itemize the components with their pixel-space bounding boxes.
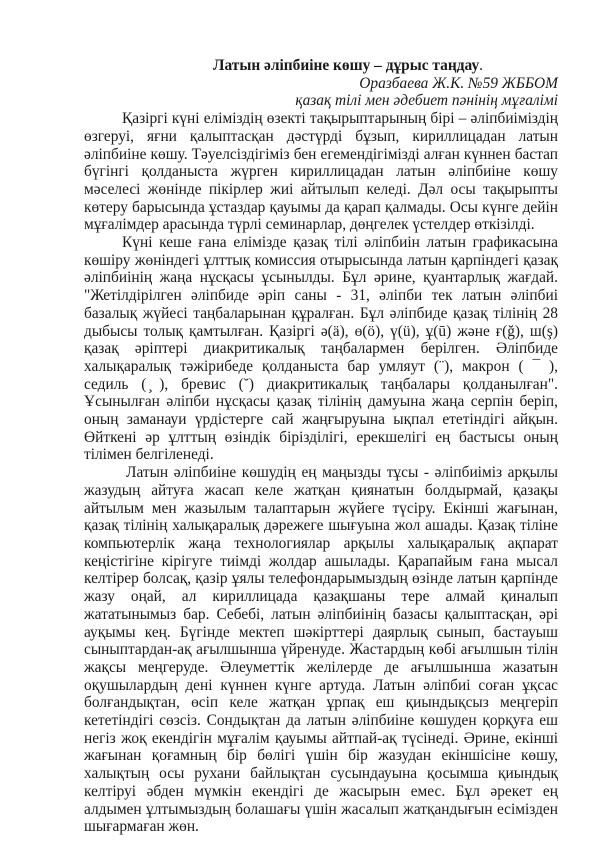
- document-title: [84, 57, 558, 75]
- author-line: Оразбаева Ж.К. №59 ЖББОМ: [359, 74, 558, 92]
- document-page: [84, 57, 558, 836]
- paragraph-3: Латын әліпбиіне көшудің ең маңызды тұсы - әліпбиіміз арқылы жазудың айтуға жасап келе жатқан қиянатын болдырмай, қазақы айтылым мен жазылым талаптарын жүйеге түсіру. Екінші жағынан, қазақ тілінің халықаралық дәрежеге шығуына жол ашады. Қазақ тіліне компьютерлік жаңа технологиялар арқылы халықаралық ақпарат кеңістігіне кірігуге тиімді жолдар ашылады. Қарапайым ғана мысал келтірер болсақ, қазір ұялы телефондарымыздың өзінде латын қарпінде жазу оңай, ал кириллицада қазақшаны тере алмай қиналып жататынымыз бар. Себебі, латын әліпбиінің базасы қалыптасқан, әрі ауқымы кең. Бүгінде мектеп шәкірттері даярлық сынып, бастауыш сыныптардан-ақ ағылшынша үйренуде. Жастардың көбі ағылшын тілін жақсы меңгеруде. Әлеуметтік желілерде де ағылшынша жазатын оқушылардың дені күннен күнге артуда. Латын әліпбиі соған ұқсас болғандықтан, өсіп келе жатқан ұрпақ еш қиындықсыз меңгеріп кететіндігі сөзсіз. Сондықтан да латын әліпбиіне көшуден қорқуға еш негіз жоқ екендігін мұғалім қауымы айтпай-ақ түсінеді. Әрине, екінші жағынан қоғамның бір бөлігі үшін бір жазудан екіншісіне көшу, халықтың осы рухани байлықтан сусындауына қосымша қиындық келтіруі әбден мүмкін екендігі де жасырын емес. Бұл әрекет ең алдымен ұлтымыздың болашағы үшін жасалып жатқандығын есімізден шығармаған жөн.: [84, 464, 558, 836]
- paragraph-2: Күні кеше ғана елімізде қазақ тілі әліпбиін латын графикасына көшіру жөніндегі ұлттық комиссия отырысында латын қарпіндегі қазақ әліпбиінің жаңа нұсқасы ұсынылды. Бұл әрине, қуантарлық жағдай. "Жетілдірілген әліпбиде әріп саны - 31, әліпби тек латын әліпбиі базалық жүйесі таңбаларынан құралған. Бұл әліпбиде қазақ тілінің 28 дыбысы толық қамтылған. Қазіргі ә(ä), ө(ö), ү(ü), ұ(ū) және ғ(ğ), ш(ş) қазақ әріптері диакритикалық таңбалармен берілген. Әліпбиде халықаралық тәжірибеде қолданыста бар умляут (¨), макрон ( ¯ ), седиль ( ̧), бревис (˘) диакритикалық таңбалары қолданылған". Ұсынылған әліпби нұсқасы қазақ тілінің дамуына жаңа серпін беріп, оның заманауи үрдістерге сай жаңғыруына ықпал ететіндігі айқын. Өйткені әр ұлттың өзіндік бірізділігі, ерекшелігі ең бастысы оның тілімен белгіленеді.: [84, 234, 558, 464]
- paragraph-1: Қазіргі күні еліміздің өзекті тақырыптарының бірі – әліпбиіміздің өзгеруі, яғни қалыптасқан дәстүрді бұзып, кириллицадан латын әліпбиіне көшу. Тәуелсіздігіміз бен егемендігімізді алған күннен бастап бүгінгі қолданыста жүрген кириллицадан латын әліпбиіне көшу мәселесі жөнінде пікірлер жиі айтылып келеді. Дәл осы тақырыпты көтеру барысында ұстаздар қауымы да қарап қалмады. Осы күнге дейін мұғалімдер арасында түрлі семинарлар, дөңгелек үстелдер өткізілді.: [84, 110, 558, 234]
- author-role: қазақ тілі мен әдебиет пәнінің мұғалімі: [295, 92, 558, 110]
- document-title-period: .: [479, 57, 483, 74]
- document-title-text: Латын әліпбиіне көшу – дұрыс таңдау: [213, 57, 480, 74]
